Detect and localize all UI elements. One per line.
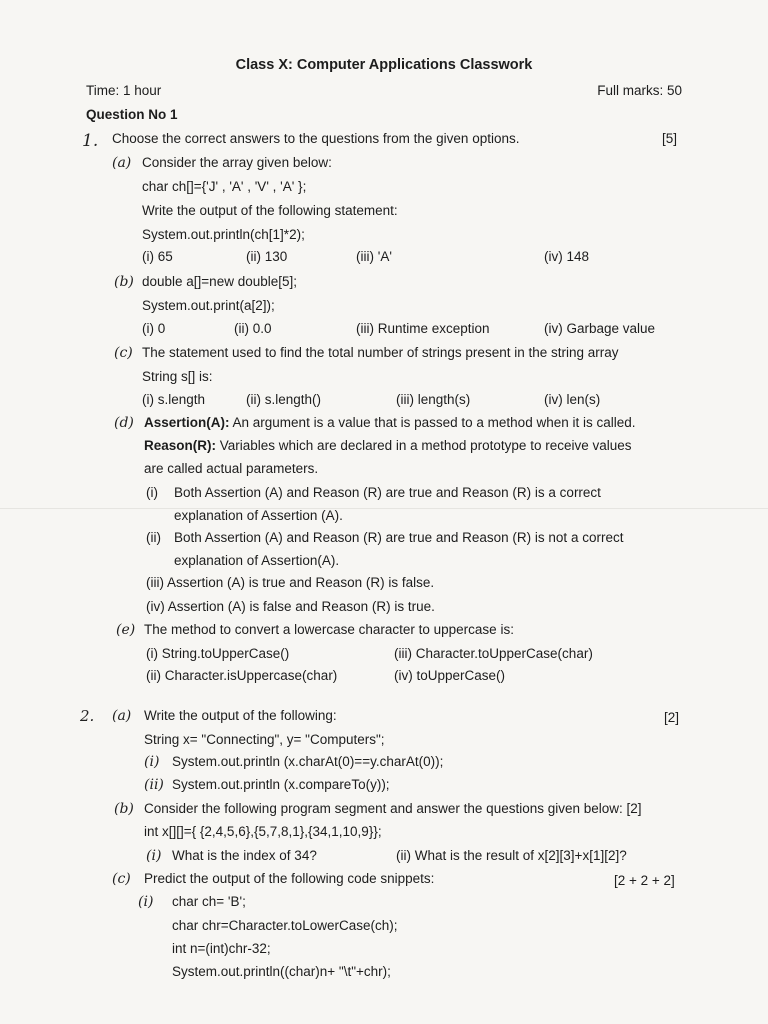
q1a-label: (a): [112, 155, 132, 171]
q1e-option-4: (iv) toUpperCase(): [394, 668, 506, 683]
q1d-option2-num: (ii): [146, 530, 161, 545]
q1-instruction: Choose the correct answers to the questions from the given options.: [112, 131, 520, 146]
q1e-option-3: (iii) Character.toUpperCase(char): [394, 646, 593, 661]
q1e-option-2: (ii) Character.isUppercase(char): [146, 668, 338, 683]
q1d-reason: [144, 437, 632, 455]
q2a-label: (a): [112, 708, 132, 724]
scan-artifact-line: [0, 508, 768, 509]
q2b-label: (b): [114, 801, 134, 817]
q1d-option2-line2: explanation of Assertion(A).: [174, 553, 340, 568]
q2a-line2: String x= "Connecting", y= "Computers";: [144, 732, 385, 747]
q1c-option-1: (i) s.length: [142, 392, 206, 407]
q1c-line1: The statement used to find the total number of strings present in the string array: [142, 345, 619, 360]
q2a-i: System.out.println (x.charAt(0)==y.charAt(0));: [172, 754, 444, 769]
q2b-i-label: (i): [146, 848, 162, 864]
q2c-code-1: char ch= 'B';: [172, 894, 246, 909]
q2c-i-label: (i): [138, 894, 154, 910]
full-marks-label: Full marks: 50: [597, 83, 682, 98]
q1c-option-2: (ii) s.length(): [246, 392, 322, 407]
q1b-option-1: (i) 0: [142, 321, 166, 336]
reason-text: Variables which are declared in a method prototype to receive values: [216, 438, 632, 453]
q1d-option3: (iii) Assertion (A) is true and Reason (R) is false.: [146, 575, 435, 590]
q1b-option-2: (ii) 0.0: [234, 321, 272, 336]
q1d-assertion: [144, 414, 636, 432]
q2-number: 2.: [80, 707, 95, 725]
q2a-ii-label: (ii): [144, 777, 164, 793]
q1b-label: (b): [114, 274, 134, 290]
q2c-label: (c): [112, 871, 131, 887]
q1a-option-1: (i) 65: [142, 249, 173, 264]
q1e-option-1: (i) String.toUpperCase(): [146, 646, 290, 661]
q2a-line1: Write the output of the following:: [144, 708, 337, 723]
q1d-label: (d): [114, 415, 134, 431]
q1c-line2: String s[] is:: [142, 369, 213, 384]
q1c-option-4: (iv) len(s): [544, 392, 601, 407]
q1d-option1-line2: explanation of Assertion (A).: [174, 508, 343, 523]
q2b-i: What is the index of 34?: [172, 848, 317, 863]
q1a-line4: System.out.println(ch[1]*2);: [142, 227, 305, 242]
q1a-option-2: (ii) 130: [246, 249, 288, 264]
q1b-line1: double a[]=new double[5];: [142, 274, 297, 289]
q2a-i-label: (i): [144, 754, 160, 770]
q1c-option-3: (iii) length(s): [396, 392, 471, 407]
time-label: Time: 1 hour: [86, 83, 162, 98]
q2b-line1: Consider the following program segment and answer the questions given below: [2]: [144, 801, 642, 816]
q2b-line2: int x[][]={ {2,4,5,6},{5,7,8,1},{34,1,10,9}};: [144, 824, 382, 839]
q2a-ii: System.out.println (x.compareTo(y));: [172, 777, 390, 792]
question-number-heading: Question No 1: [86, 107, 178, 122]
assertion-text: An argument is a value that is passed to a method when it is called.: [229, 415, 636, 430]
q2c-marks: [2 + 2 + 2]: [614, 873, 675, 888]
q1d-option4: (iv) Assertion (A) is false and Reason (R) is true.: [146, 599, 435, 614]
q1-number: 1.: [82, 131, 99, 151]
q1-marks: [5]: [662, 131, 678, 146]
assertion-label: Assertion(A):: [144, 415, 230, 430]
q2c-code-3: int n=(int)chr-32;: [172, 941, 271, 956]
q1b-option-3: (iii) Runtime exception: [356, 321, 490, 336]
q2c-code-4: System.out.println((char)n+ "\t"+chr);: [172, 964, 391, 979]
page-title: Class X: Computer Applications Classwork: [235, 57, 533, 73]
q1e-line1: The method to convert a lowercase character to uppercase is:: [144, 622, 514, 637]
q1d-option1-num: (i): [146, 485, 158, 500]
q1b-option-4: (iv) Garbage value: [544, 321, 656, 336]
q2c-line1: Predict the output of the following code snippets:: [144, 871, 435, 886]
q1e-label: (e): [116, 622, 136, 638]
reason-label: Reason(R):: [144, 438, 217, 453]
q1a-line1: Consider the array given below:: [142, 155, 332, 170]
q2a-marks: [2]: [664, 710, 680, 725]
q1c-label: (c): [114, 345, 133, 361]
q1a-line3: Write the output of the following statement:: [142, 203, 398, 218]
q1b-line2: System.out.print(a[2]);: [142, 298, 275, 313]
q1a-option-4: (iv) 148: [544, 249, 590, 264]
q1a-option-3: (iii) 'A': [356, 249, 392, 264]
q1a-line2: char ch[]={'J' , 'A' , 'V' , 'A' };: [142, 179, 307, 194]
q2b-ii: (ii) What is the result of x[2][3]+x[1][2]?: [396, 848, 627, 863]
q1d-reason-cont: are called actual parameters.: [144, 461, 319, 476]
q2c-code-2: char chr=Character.toLowerCase(ch);: [172, 918, 398, 933]
q1d-option2-line1: Both Assertion (A) and Reason (R) are true and Reason (R) is not a correct: [174, 530, 624, 545]
q1d-option1-line1: Both Assertion (A) and Reason (R) are true and Reason (R) is a correct: [174, 485, 601, 500]
